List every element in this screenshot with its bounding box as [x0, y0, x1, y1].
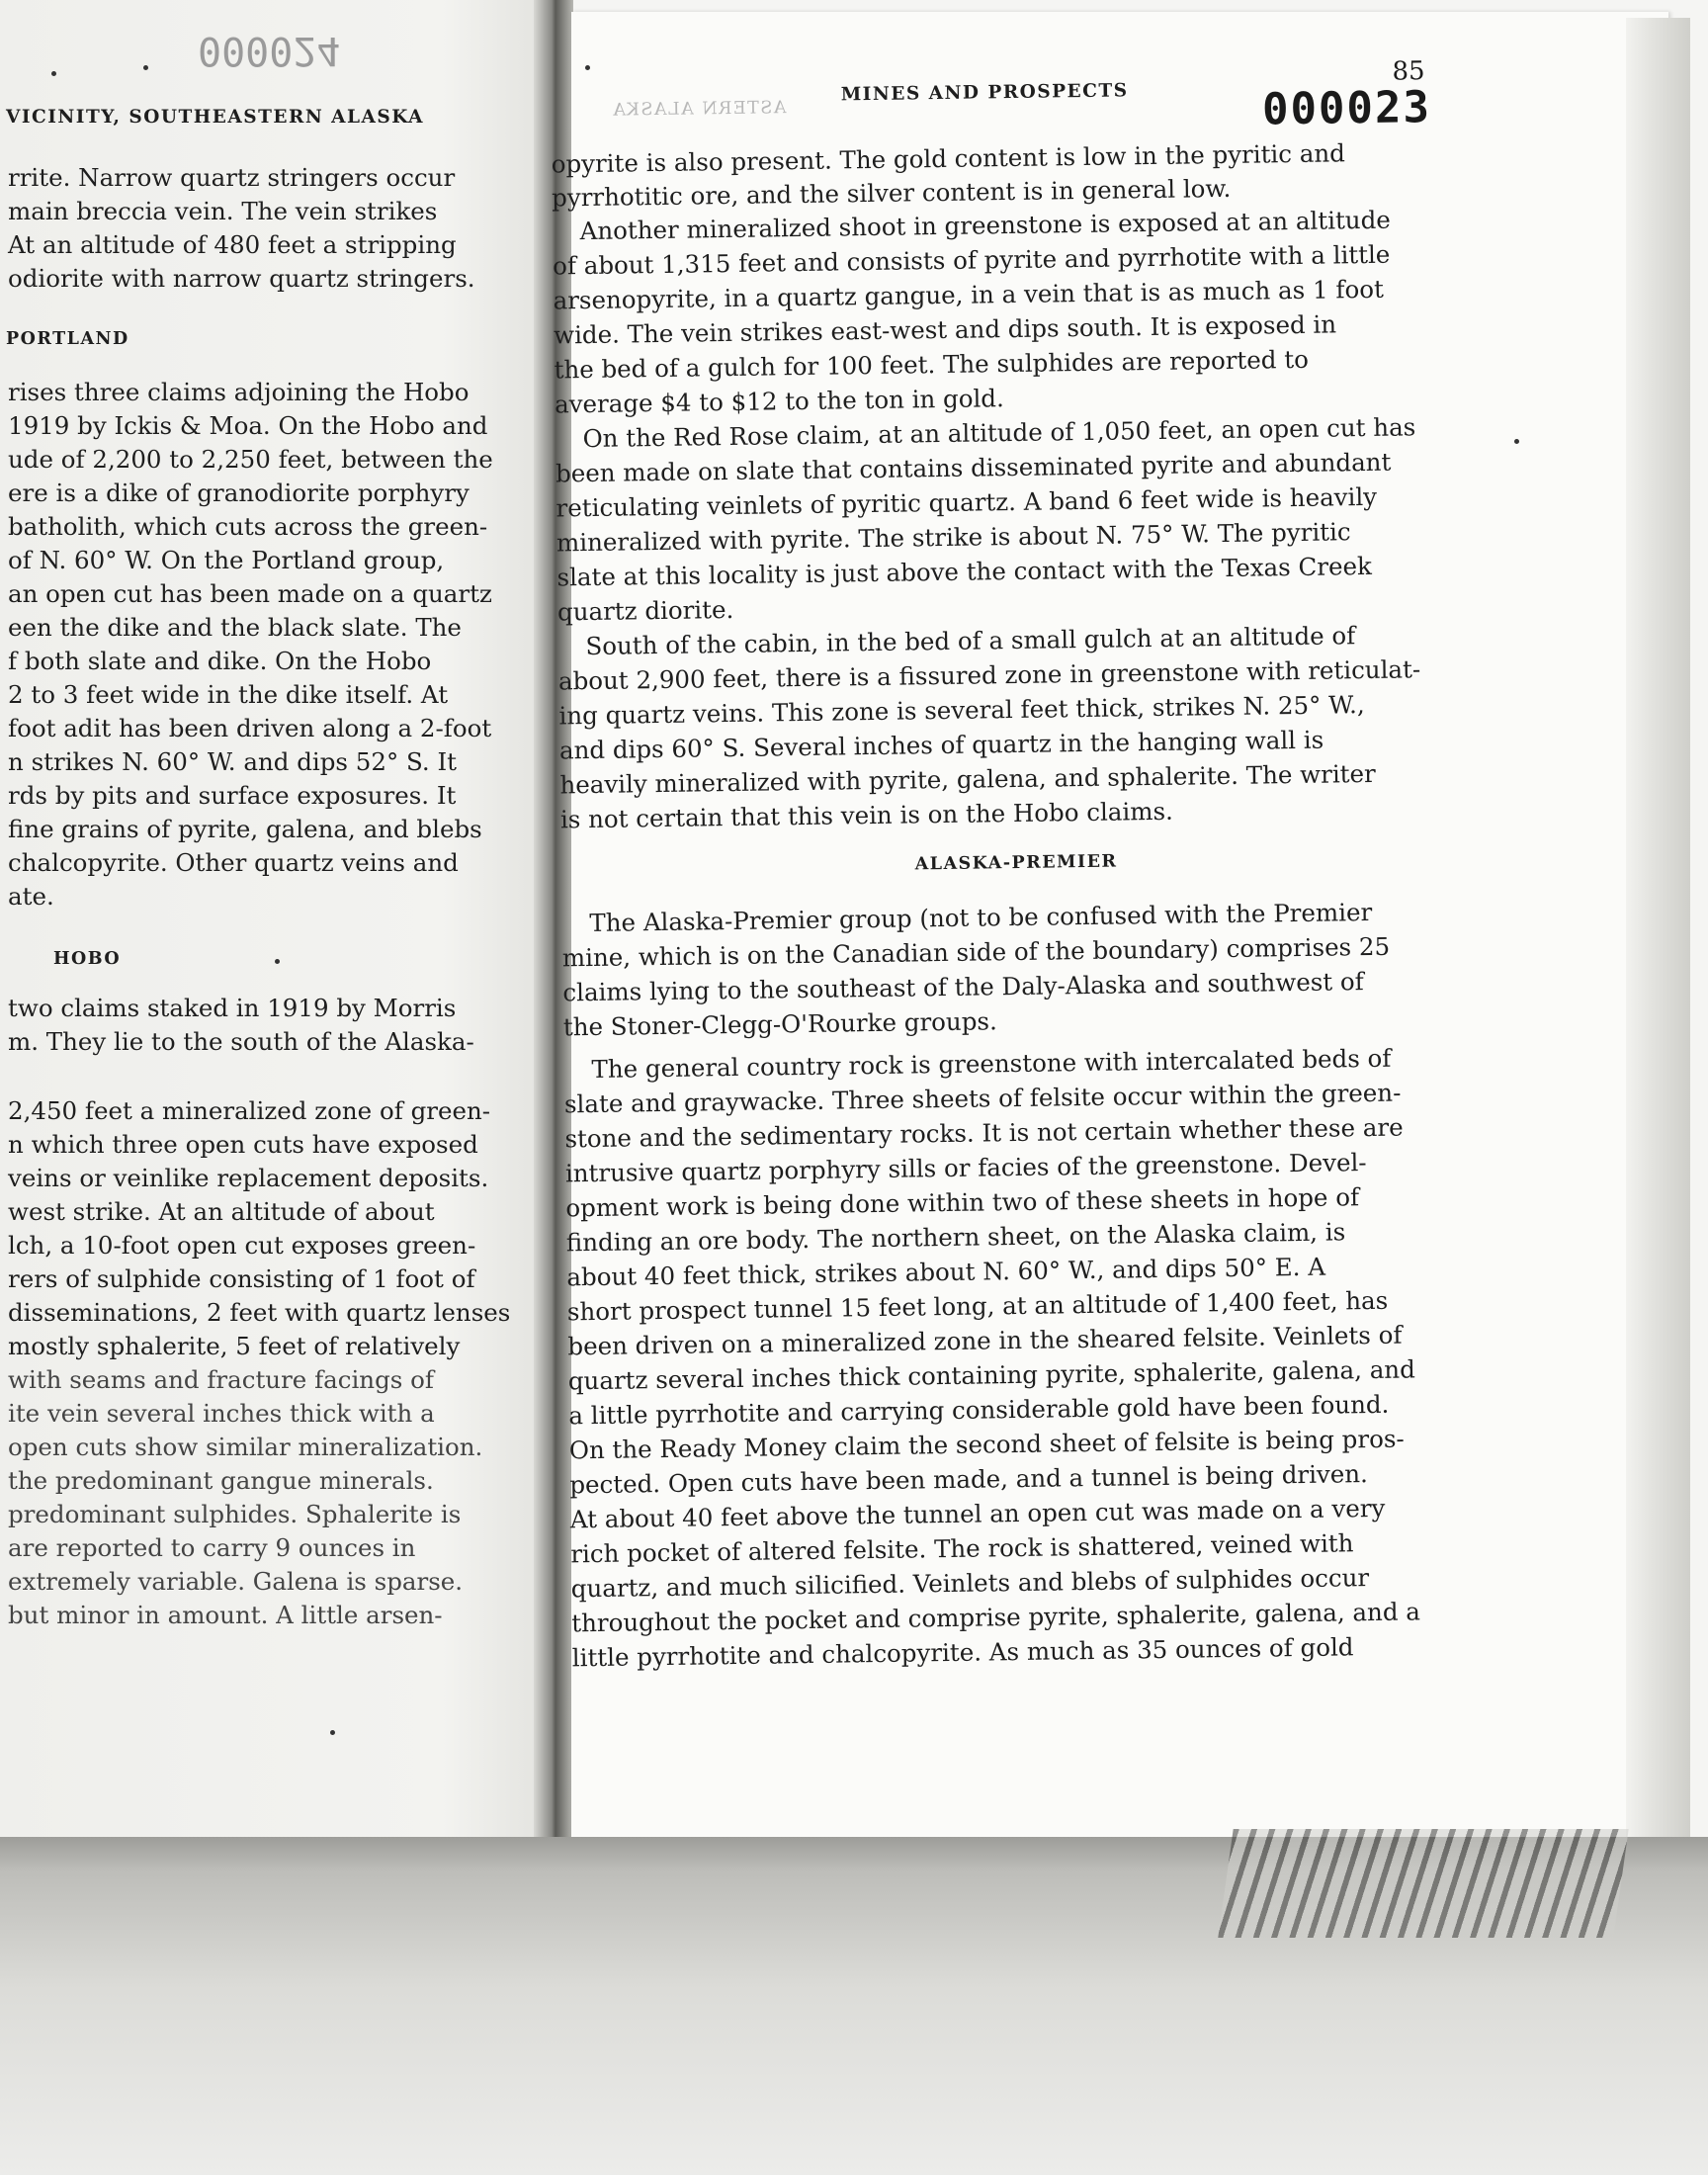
- text-line: and dips 60° S. Several inches of quartz in the hanging wall is: [558, 725, 1324, 765]
- text-line: 2,450 feet a mineralized zone of green-: [8, 1096, 491, 1125]
- text-line: arsenopyrite, in a quartz gangue, in a vein that is as much as 1 foot: [553, 274, 1385, 315]
- speck: [585, 65, 590, 70]
- text-line: quartz diorite.: [556, 594, 734, 627]
- text-line: with seams and fracture facings of: [8, 1365, 434, 1394]
- text-line: the bed of a gulch for 100 feet. The sulphides are reported to: [554, 344, 1310, 385]
- text-line: heavily mineralized with pyrite, galena, and sphalerite. The writer: [559, 758, 1376, 800]
- text-line: chalcopyrite. Other quartz veins and: [8, 848, 459, 877]
- text-line: On the Ready Money claim the second sheet of felsite is being pros-: [568, 1424, 1405, 1465]
- heading-hobo: HOBO: [53, 949, 122, 969]
- heading-alaska-premier: ALASKA-PREMIER: [914, 851, 1118, 875]
- text-line: odiorite with narrow quartz stringers.: [8, 264, 475, 293]
- heading-portland: PORTLAND: [6, 329, 129, 349]
- text-line: wide. The vein strikes east-west and dips south. It is exposed in: [553, 309, 1337, 350]
- text-line: The Alaska-Premier group (not to be confused with the Premier: [589, 897, 1373, 938]
- text-line: 2 to 3 feet wide in the dike itself. At: [8, 680, 449, 709]
- text-line: Another mineralized shoot in greenstone is exposed at an altitude: [579, 205, 1391, 246]
- text-line: foot adit has been driven along a 2-foot: [8, 714, 492, 742]
- text-line: about 2,900 feet, there is a fissured zone in greenstone with reticulat-: [557, 654, 1421, 696]
- text-line: the Stoner-Clegg-O'Rourke groups.: [562, 1006, 997, 1042]
- text-line: opyrite is also present. The gold content is low in the pyritic and: [551, 138, 1346, 179]
- text-line: rds by pits and surface exposures. It: [8, 781, 457, 810]
- page-number: 85: [1392, 56, 1425, 87]
- text-line: finding an ore body. The northern sheet, on the Alaska claim, is: [565, 1217, 1346, 1258]
- text-line: claims lying to the southeast of the Daly-Alaska and southwest of: [562, 967, 1364, 1007]
- text-line: quartz, and much silicified. Veinlets and blebs of sulphides occur: [570, 1563, 1370, 1604]
- left-page-stamp: 000024: [198, 28, 341, 73]
- text-line: rich pocket of altered felsite. The rock is shattered, veined with: [570, 1528, 1354, 1569]
- text-line: ite vein several inches thick with a: [8, 1399, 435, 1428]
- text-line: slate and graywacke. Three sheets of felsite occur within the green-: [563, 1078, 1402, 1119]
- text-line: At about 40 feet above the tunnel an open cut was made on a very: [569, 1493, 1386, 1534]
- text-line: intrusive quartz porphyry sills or facies of the greenstone. Devel-: [564, 1148, 1367, 1188]
- text-line: of about 1,315 feet and consists of pyrite and pyrrhotite with a little: [552, 239, 1391, 281]
- text-line: ing quartz veins. This zone is several feet thick, strikes N. 25° W.,: [558, 690, 1365, 731]
- text-line: an open cut has been made on a quartz: [8, 579, 492, 608]
- text-line: quartz several inches thick containing pyrite, sphalerite, galena, and: [567, 1354, 1415, 1396]
- bates-stamp: 000023: [1261, 82, 1432, 135]
- text-line: the predominant gangue minerals.: [8, 1466, 434, 1495]
- text-line: extremely variable. Galena is sparse.: [8, 1567, 464, 1596]
- text-line: rers of sulphide consisting of 1 foot of: [8, 1264, 475, 1293]
- text-line: disseminations, 2 feet with quartz lenses: [8, 1298, 511, 1327]
- text-line: opment work is being done within two of these sheets in hope of: [565, 1182, 1360, 1223]
- text-line: batholith, which cuts across the green-: [8, 512, 488, 541]
- text-line: little pyrrhotite and chalcopyrite. As much as 35 ounces of gold: [571, 1632, 1354, 1673]
- text-line: veins or veinlike replacement deposits.: [8, 1164, 489, 1192]
- text-line: mineralized with pyrite. The strike is about N. 75° W. The pyritic: [555, 517, 1351, 558]
- text-line: main breccia vein. The vein strikes: [8, 197, 438, 225]
- scan-smudge: [1218, 1829, 1628, 1938]
- text-line: of N. 60° W. On the Portland group,: [8, 546, 445, 574]
- text-line: mostly sphalerite, 5 feet of relatively: [8, 1332, 461, 1360]
- text-line: rises three claims adjoining the Hobo: [8, 378, 470, 406]
- text-line: west strike. At an altitude of about: [8, 1197, 435, 1226]
- text-line: ate.: [8, 882, 54, 911]
- ghost-running-head: ASTERN ALASKA: [611, 98, 787, 121]
- text-line: ude of 2,200 to 2,250 feet, between the: [8, 445, 493, 474]
- text-line: At an altitude of 480 feet a stripping: [8, 230, 457, 259]
- text-line: average $4 to $12 to the ton in gold.: [554, 384, 1004, 419]
- text-line: about 40 feet thick, strikes about N. 60° W., and dips 50° E. A: [566, 1252, 1326, 1292]
- text-line: slate at this locality is just above the contact with the Texas Creek: [556, 551, 1373, 592]
- text-line: throughout the pocket and comprise pyrite, sphalerite, galena, and a: [571, 1597, 1421, 1638]
- text-line: pected. Open cuts have been made, and a tunnel is being driven.: [569, 1459, 1369, 1500]
- paragraph-1: [551, 133, 1569, 213]
- text-line: but minor in amount. A little arsen-: [8, 1601, 443, 1629]
- text-line: are reported to carry 9 ounces in: [8, 1533, 416, 1562]
- text-line: a little pyrrhotite and carrying considerable gold have been found.: [568, 1389, 1390, 1431]
- text-line: is not certain that this vein is on the Hobo claims.: [559, 796, 1174, 834]
- left-running-head: VICINITY, SOUTHEASTERN ALASKA: [6, 107, 424, 128]
- text-line: reticulating veinlets of pyritic quartz. A band 6 feet wide is heavily: [555, 481, 1378, 523]
- text-line: mine, which is on the Canadian side of the boundary) comprises 25: [561, 931, 1391, 973]
- text-line: The general country rock is greenstone with intercalated beds of: [591, 1043, 1392, 1085]
- text-line: stone and the sedimentary rocks. It is not certain whether these are: [564, 1112, 1404, 1154]
- text-line: pyrrhotitic ore, and the silver content is in general low.: [551, 173, 1232, 213]
- text-line: fine grains of pyrite, galena, and blebs: [8, 815, 482, 843]
- text-line: two claims staked in 1919 by Morris: [8, 994, 457, 1022]
- text-line: 1919 by Ickis & Moa. On the Hobo and: [8, 411, 488, 440]
- text-line: n which three open cuts have exposed: [8, 1130, 478, 1159]
- text-line: f both slate and dike. On the Hobo: [8, 647, 432, 675]
- paragraph-5: [561, 893, 1580, 1042]
- text-line: ere is a dike of granodiorite porphyry: [8, 478, 470, 507]
- text-line: m. They lie to the south of the Alaska-: [8, 1027, 474, 1056]
- text-line: een the dike and the black slate. The: [8, 613, 462, 642]
- speck: [1514, 439, 1519, 444]
- text-line: n strikes N. 60° W. and dips 52° S. It: [8, 747, 458, 776]
- text-line: rrite. Narrow quartz stringers occur: [8, 163, 456, 192]
- right-running-head: MINES AND PROSPECTS: [840, 80, 1129, 106]
- text-line: On the Red Rose claim, at an altitude of 1,050 feet, an open cut has: [582, 412, 1416, 454]
- text-line: open cuts show similar mineralization.: [8, 1433, 483, 1461]
- text-line: South of the cabin, in the bed of a small gulch at an altitude of: [585, 621, 1356, 661]
- text-line: short prospect tunnel 15 feet long, at an altitude of 1,400 feet, has: [566, 1285, 1389, 1327]
- text-line: lch, a 10-foot open cut exposes green-: [8, 1231, 476, 1260]
- text-line: predominant sulphides. Sphalerite is: [8, 1500, 462, 1528]
- text-line: been driven on a mineralized zone in the sheared felsite. Veinlets of: [567, 1320, 1403, 1361]
- text-line: been made on slate that contains disseminated pyrite and abundant: [555, 447, 1392, 488]
